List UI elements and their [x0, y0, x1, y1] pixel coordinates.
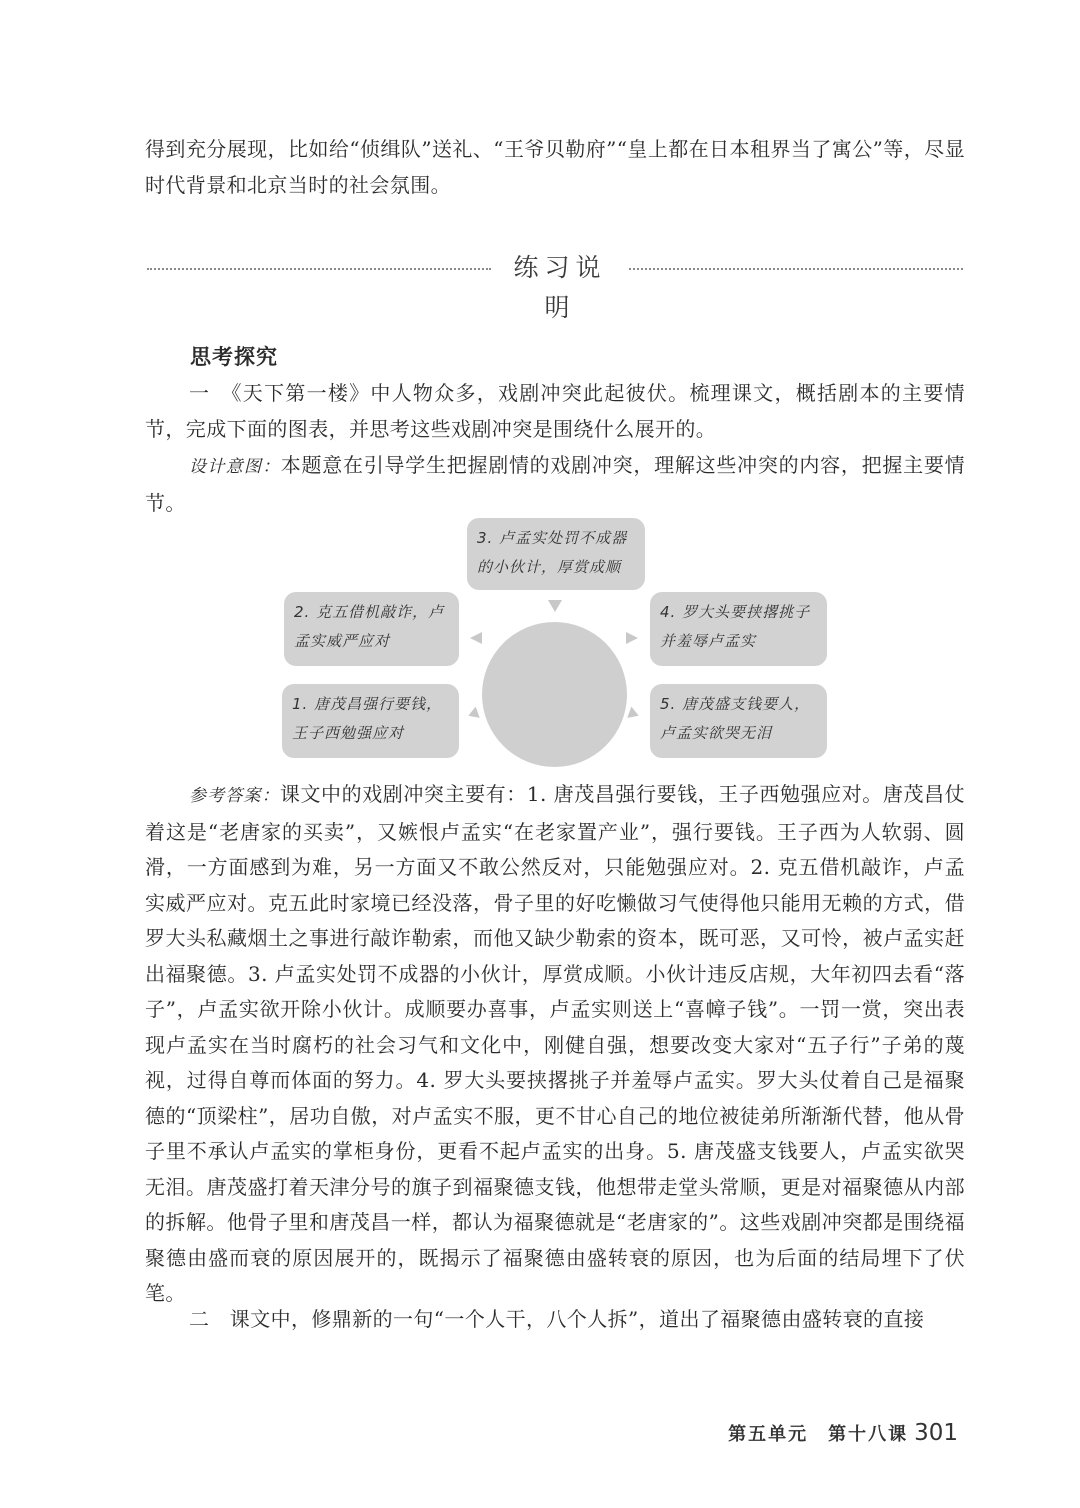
question-two: 二 课文中，修鼎新的一句“一个人干，八个人拆”，道出了福聚德由盛转衰的直接	[189, 1307, 925, 1331]
arrow-up-icon	[548, 600, 562, 612]
diagram-node-3: 3. 卢孟实处罚不成器的小伙计，厚赏成顺	[467, 518, 645, 590]
plot-diagram	[278, 518, 833, 763]
arrow-lower-right-icon	[627, 707, 641, 722]
design-intent-label: 设计意图：	[189, 457, 281, 477]
dotted-rule-right	[629, 268, 963, 270]
center-circle	[482, 622, 627, 767]
diagram-node-1: 1. 唐茂昌强行要钱，王子西勉强应对	[282, 684, 459, 758]
dotted-rule-left	[147, 268, 491, 270]
design-intent	[145, 448, 965, 521]
reference-answer-label: 参考答案：	[189, 786, 280, 806]
question-one: 一 《天下第一楼》中人物众多，戏剧冲突此起彼伏。梳理课文，概括剧本的主要情节，完成下面的图表，并思考这些戏剧冲突是围绕什么展开的。	[145, 381, 965, 441]
diagram-node-2: 2. 克五借机敲诈，卢孟实威严应对	[284, 592, 459, 666]
arrow-right-icon	[626, 632, 638, 644]
page-footer	[728, 1418, 958, 1450]
diagram-node-4: 4. 罗大头要挟撂挑子并羞辱卢孟实	[650, 592, 827, 666]
reference-answer	[145, 777, 965, 1312]
intro-paragraph: 得到充分展现，比如给“侦缉队”送礼、“王爷贝勒府”“皇上都在日本租界当了寓公”等，尽显时代背景和北京当时的社会氛围。	[145, 137, 965, 197]
design-intent-text: 本题意在引导学生把握剧情的戏剧冲突，理解这些冲突的内容，把握主要情节。	[145, 453, 966, 515]
unit-lesson-label: 第五单元 第十八课	[728, 1424, 909, 1445]
arrow-left-icon	[470, 632, 482, 644]
subheading: 思考探究	[190, 345, 278, 369]
section-header	[147, 248, 963, 322]
page-number: 301	[914, 1420, 958, 1446]
section-title: 练习说明	[513, 253, 607, 322]
arrow-lower-left-icon	[466, 707, 480, 722]
diagram-node-5: 5. 唐茂盛支钱要人，卢孟实欲哭无泪	[650, 684, 827, 758]
reference-answer-text: 课文中的戏剧冲突主要有：1. 唐茂昌强行要钱，王子西勉强应对。唐茂昌仗着这是“老唐家的买卖”，又嫉恨卢孟实“在老家置产业”，强行要钱。王子西为人软弱、圆滑，一方面感到为难，另一方面又不敢公然反对，只能勉强应对。2. 克五借机敲诈，卢孟实威严应对。克五此时家境已经没落，骨子里的好吃懒做习气使得他只能用无赖的方式，借罗大头私藏烟土之事进行敲诈勒索，而他又缺少勒索的资本，既可恶，又可怜，被卢孟实赶出福聚德。3. 卢孟实处罚不成器的小伙计，厚赏成顺。小伙计违反店规，大年初四去看“落子”，卢孟实欲开除小伙计。成顺要办喜事，卢孟实则送上“喜幛子钱”。一罚一赏，突出表现卢孟实在当时腐朽的社会习气和文化中，刚健自强，想要改变大家对“五子行”子弟的蔑视，过得自尊而体面的努力。4. 罗大头要挟撂挑子并羞辱卢孟实。罗大头仗着自己是福聚德的“顶梁柱”，居功自傲，对卢孟实不服，更不甘心自己的地位被徒弟所渐渐代替，他从骨子里不承认卢孟实的掌柜身份，更看不起卢孟实的出身。5. 唐茂盛支钱要人，卢孟实欲哭无泪。唐茂盛打着天津分号的旗子到福聚德支钱，他想带走堂头常顺，更是对福聚德从内部的拆解。他骨子里和唐茂昌一样，都认为福聚德就是“老唐家的”。这些戏剧冲突都是围绕福聚德由盛而衰的原因展开的，既揭示了福聚德由盛转衰的原因，也为后面的结局埋下了伏笔。	[145, 782, 965, 1305]
